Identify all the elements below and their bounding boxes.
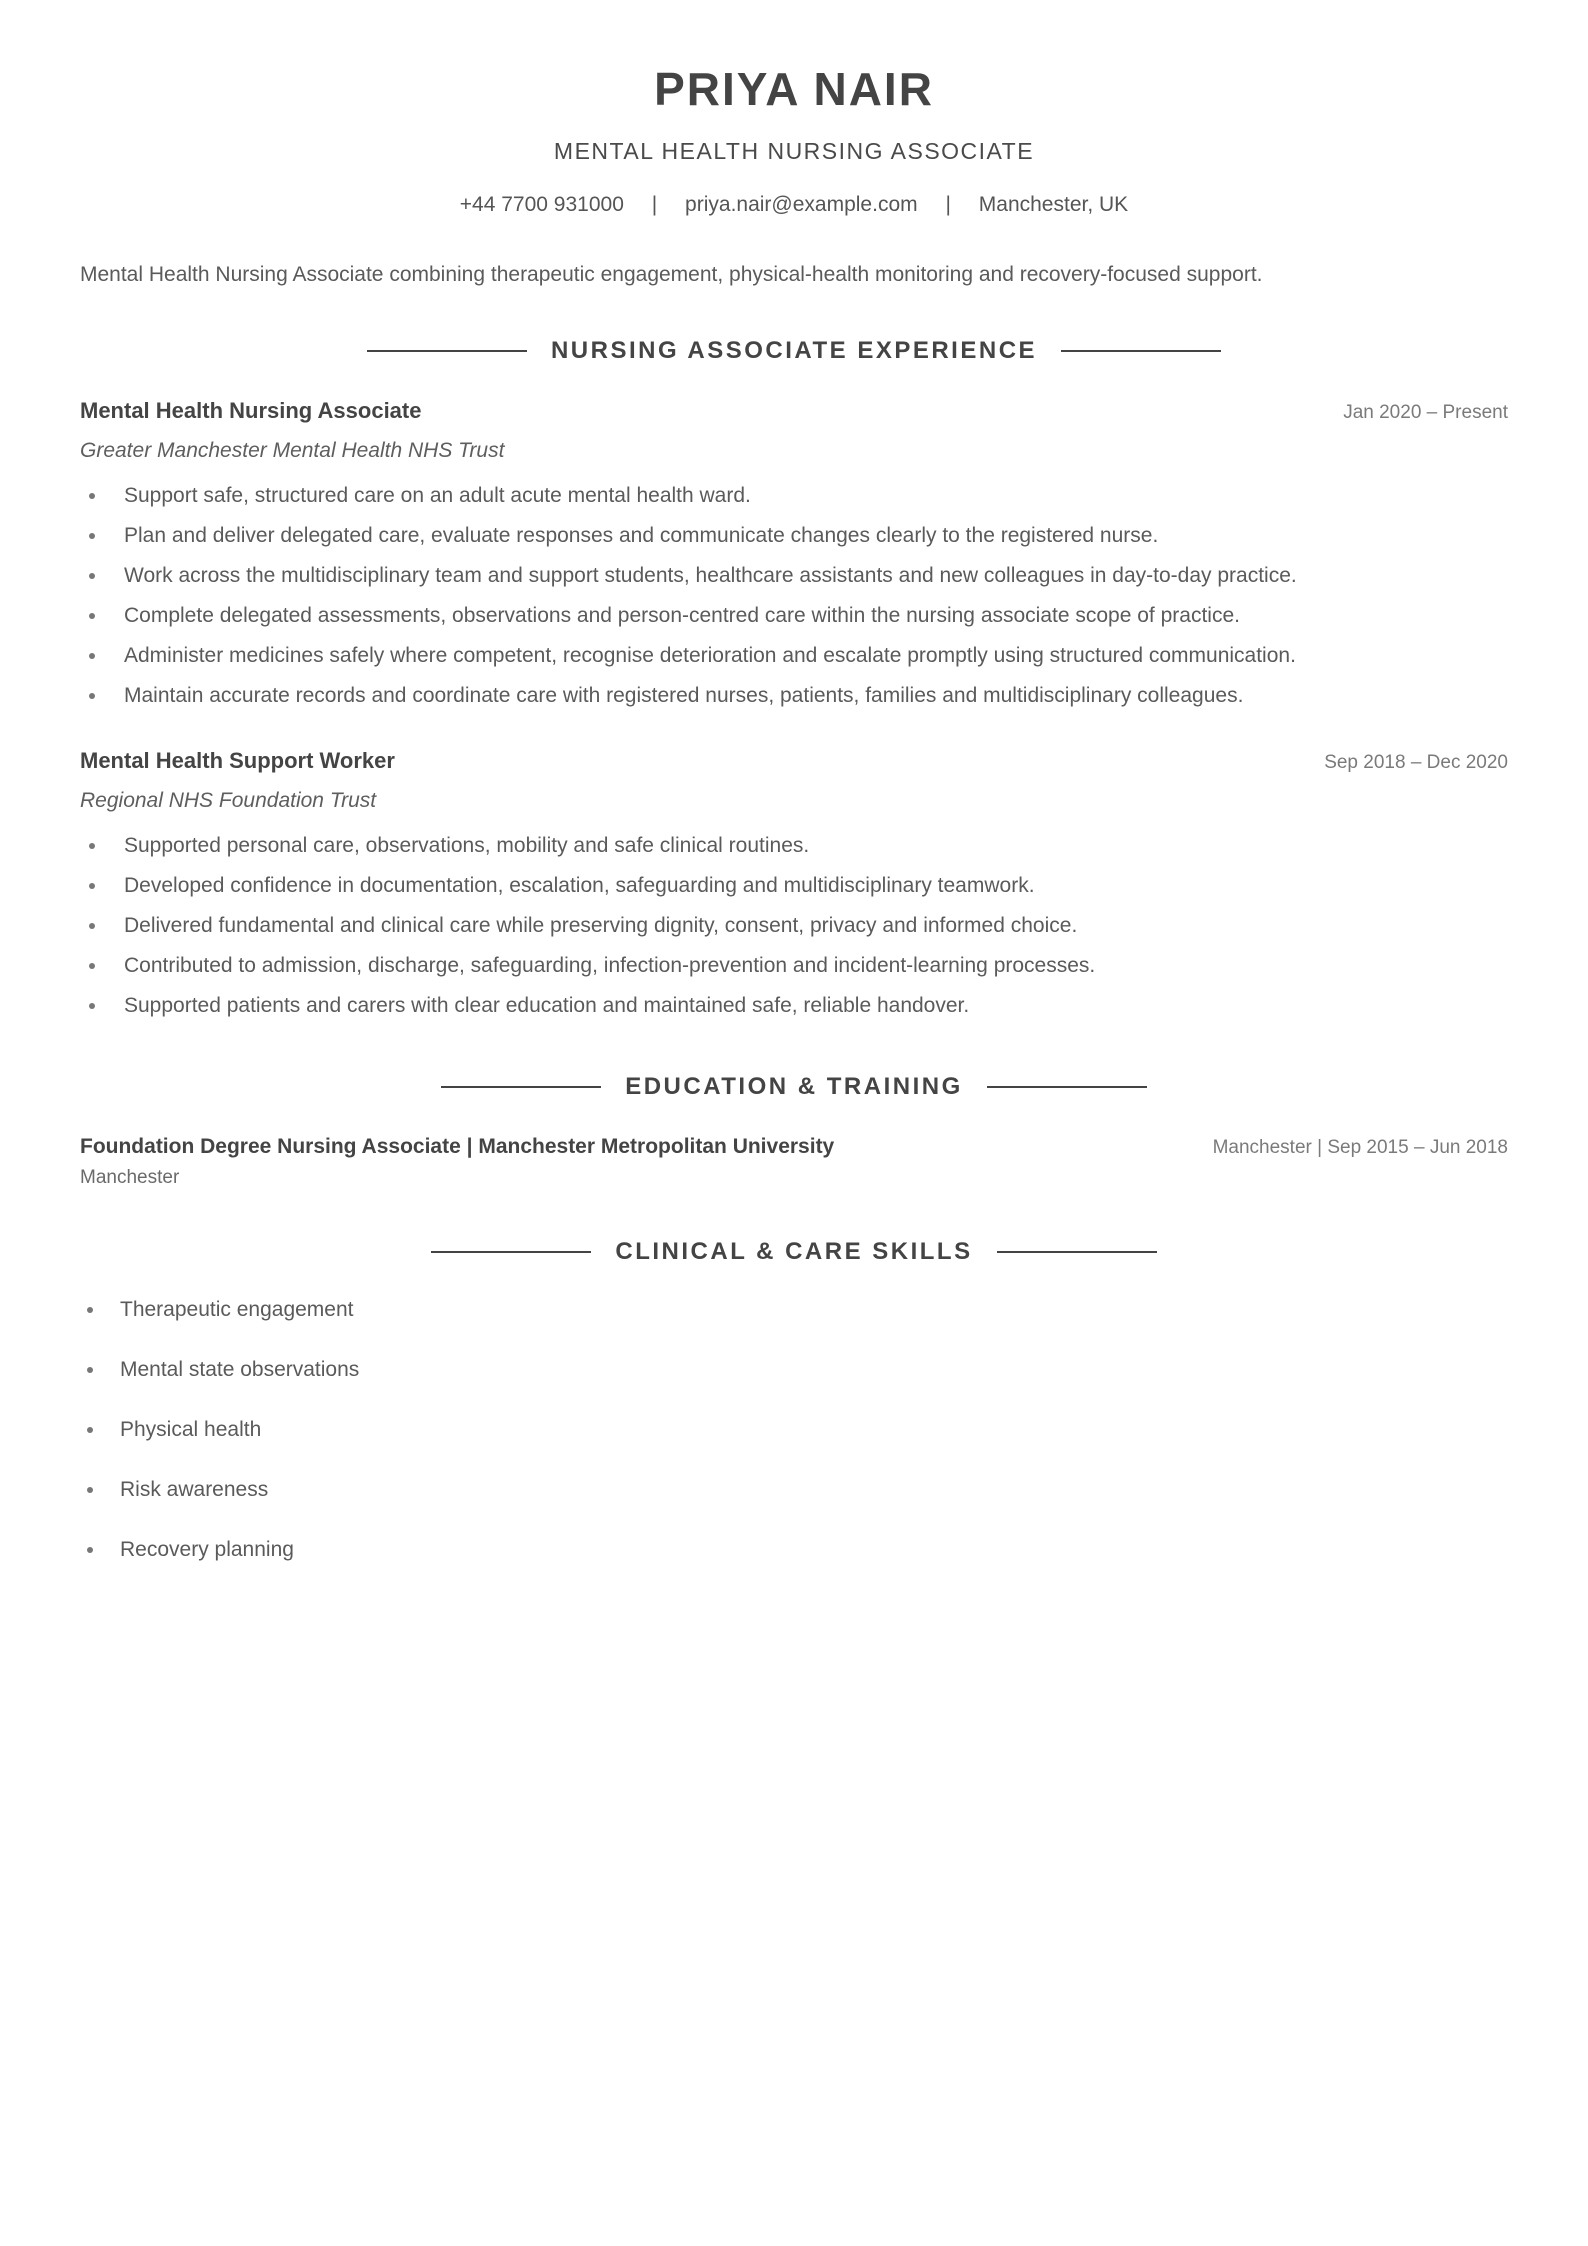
bullet-dot-icon	[89, 533, 95, 539]
job-bullet-text: Supported personal care, observations, mobility and safe clinical routines.	[124, 834, 810, 857]
skill-item	[80, 1295, 1508, 1325]
skill-item	[80, 1355, 1508, 1385]
bullet-dot-icon	[87, 1307, 93, 1313]
skill-text: Therapeutic engagement	[120, 1298, 354, 1321]
bullet-dot-icon	[87, 1547, 93, 1553]
contact-separator: |	[651, 193, 658, 216]
bullet-dot-icon	[87, 1367, 93, 1373]
skills-list	[80, 1295, 1508, 1565]
candidate-name: PRIYA NAIR	[654, 63, 934, 115]
job-bullet	[80, 986, 1508, 1026]
bullet-dot-icon	[87, 1427, 93, 1433]
heading-rule-right	[987, 1086, 1147, 1088]
candidate-role: MENTAL HEALTH NURSING ASSOCIATE	[553, 138, 1035, 164]
bullet-dot-icon	[89, 1003, 95, 1009]
education-entry	[80, 1132, 1508, 1191]
contact-line	[80, 190, 1508, 220]
bullet-dot-icon	[89, 493, 95, 499]
job-header	[80, 746, 1508, 778]
job-bullet-text: Support safe, structured care on an adult acute mental health ward.	[124, 484, 751, 507]
bullet-dot-icon	[89, 883, 95, 889]
education-heading-label: EDUCATION & TRAINING	[625, 1073, 963, 1100]
bullet-dot-icon	[89, 963, 95, 969]
job-bullets	[80, 826, 1508, 1026]
contact-phone: +44 7700 931000	[459, 193, 624, 216]
job-bullet	[80, 676, 1508, 716]
skill-text: Risk awareness	[120, 1478, 269, 1501]
education-title: Foundation Degree Nursing Associate | Manchester Metropolitan University	[80, 1135, 835, 1158]
bullet-dot-icon	[89, 843, 95, 849]
skill-item	[80, 1535, 1508, 1565]
job-dates: Sep 2018 – Dec 2020	[1324, 752, 1508, 773]
experience-heading-label: NURSING ASSOCIATE EXPERIENCE	[550, 337, 1038, 364]
job-bullet	[80, 516, 1508, 556]
heading-rule-right	[1061, 350, 1221, 352]
skill-text: Physical health	[120, 1418, 262, 1441]
job-bullet-text: Complete delegated assessments, observations and person-centred care within the nursing associate scope of practice.	[124, 604, 1240, 627]
heading-rule-left	[367, 350, 527, 352]
bullet-dot-icon	[89, 693, 95, 699]
education-header	[80, 1132, 1508, 1163]
job-header	[80, 396, 1508, 428]
skill-text: Mental state observations	[120, 1358, 360, 1381]
heading-rule-left	[431, 1251, 591, 1253]
contact-email: priya.nair@example.com	[685, 193, 918, 216]
experience-section-heading	[80, 336, 1508, 366]
job-bullet	[80, 866, 1508, 906]
contact-location: Manchester, UK	[978, 193, 1129, 216]
education-meta: Manchester | Sep 2015 – Jun 2018	[1212, 1137, 1508, 1158]
job-bullet	[80, 826, 1508, 866]
job-bullet	[80, 556, 1508, 596]
job-bullet-text: Work across the multidisciplinary team and support students, healthcare assistants and new colleagues in day-to-day practice.	[124, 564, 1297, 587]
job-bullet	[80, 476, 1508, 516]
job-bullet-text: Developed confidence in documentation, escalation, safeguarding and multidisciplinary teamwork.	[124, 874, 1035, 897]
bullet-dot-icon	[89, 573, 95, 579]
skills-section-heading	[80, 1237, 1508, 1267]
contact-separator: |	[945, 193, 951, 216]
job-bullet-text: Administer medicines safely where competent, recognise deterioration and escalate promptly using structured communication.	[124, 644, 1296, 667]
heading-rule-right	[997, 1251, 1157, 1253]
job-employer: Regional NHS Foundation Trust	[80, 789, 377, 812]
job-bullet	[80, 946, 1508, 986]
job-bullet	[80, 636, 1508, 676]
profile-summary: Mental Health Nursing Associate combining therapeutic engagement, physical-health monitoring and recovery-focused support.	[80, 263, 1263, 286]
job-title: Mental Health Nursing Associate	[80, 398, 422, 423]
bullet-dot-icon	[87, 1487, 93, 1493]
job-bullet-text: Supported patients and carers with clear education and maintained safe, reliable handover.	[124, 994, 970, 1017]
skill-item	[80, 1415, 1508, 1445]
job-bullet	[80, 906, 1508, 946]
job-bullet-text: Delivered fundamental and clinical care while preserving dignity, consent, privacy and informed choice.	[124, 914, 1078, 937]
skill-text: Recovery planning	[120, 1538, 294, 1561]
education-location: Manchester	[80, 1167, 180, 1188]
job-bullet-text: Plan and deliver delegated care, evaluate responses and communicate changes clearly to the registered nurse.	[124, 524, 1159, 547]
job-bullet-text: Maintain accurate records and coordinate care with registered nurses, patients, families and multidisciplinary colleagues.	[124, 684, 1244, 707]
skill-item	[80, 1475, 1508, 1505]
bullet-dot-icon	[89, 923, 95, 929]
job-entry	[80, 746, 1508, 1026]
job-employer: Greater Manchester Mental Health NHS Trust	[80, 439, 505, 462]
job-entry	[80, 396, 1508, 716]
job-bullets	[80, 476, 1508, 716]
heading-rule-left	[441, 1086, 601, 1088]
skills-heading-label: CLINICAL & CARE SKILLS	[615, 1238, 973, 1265]
job-bullet-text: Contributed to admission, discharge, safeguarding, infection-prevention and incident-learning processes.	[124, 954, 1096, 977]
bullet-dot-icon	[89, 613, 95, 619]
bullet-dot-icon	[89, 653, 95, 659]
job-title: Mental Health Support Worker	[80, 748, 395, 773]
job-bullet	[80, 596, 1508, 636]
job-dates: Jan 2020 – Present	[1343, 402, 1508, 423]
education-section-heading	[80, 1072, 1508, 1102]
